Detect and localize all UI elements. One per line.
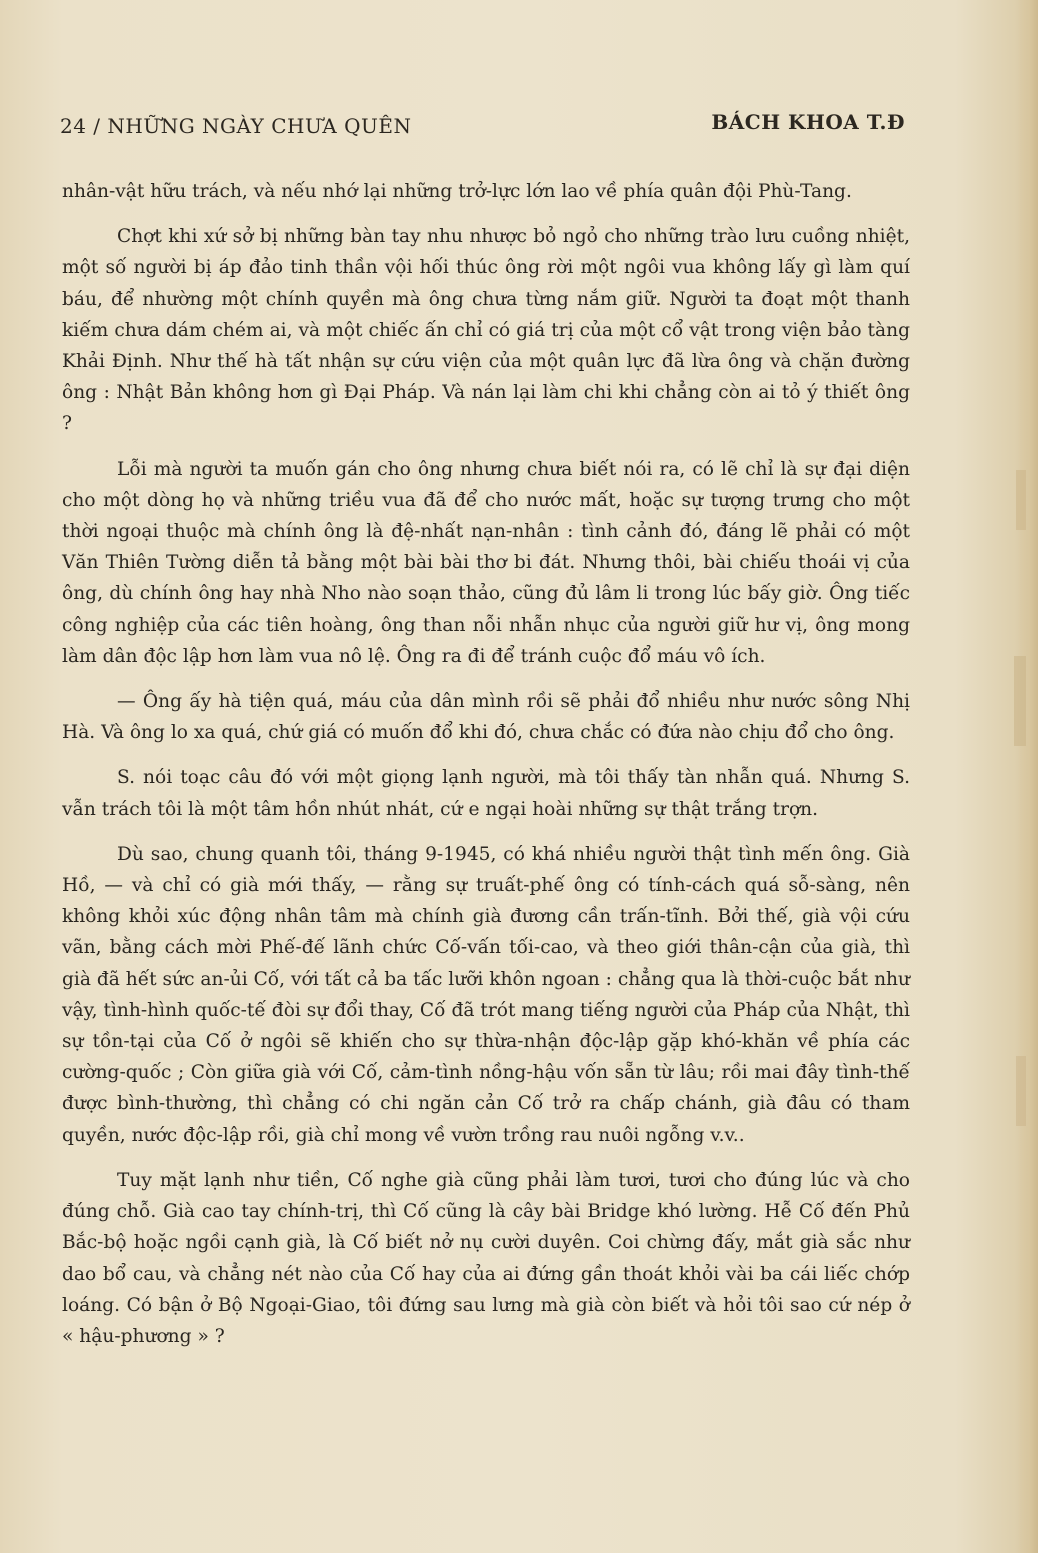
paragraph: — Ông ấy hà tiện quá, máu của dân mình rồi sẽ phải đổ nhiều như nước sông Nhị Hà. Và ông lo xa quá, chứ giá có muốn đổ khi đó, chưa chắc có đứa nào chịu đổ cho ông.: [62, 691, 910, 744]
paragraph: Dù sao, chung quanh tôi, tháng 9-1945, có khá nhiều người thật tình mến ông. Già Hồ, — và chỉ có già mới thấy, — rằng sự truất-phế ông có tính-cách quá sỗ-sàng, nên không khỏi xúc động nhân tâm mà chính già đương cần trấn-tĩnh. Bởi thế, già vội cứu vãn, bằng cách mời Phế-đế lãnh chức Cố-vấn tối-cao, và theo giới thân-cận của già, thì già đã hết sức an-ủi Cố, với tất cả ba tấc lưỡi khôn ngoan : chẳng qua là thời-cuộc bắt như vậy, tình-hình quốc-tế đòi sự đổi thay, Cố đã trót mang tiếng người của Pháp của Nhật, thì sự tồn-tại của Cố ở ngôi sẽ khiến cho sự thừa-nhận độc-lập gặp khó-khăn về phía các cường-quốc ; Còn giữa già với Cố, cảm-tình nồng-hậu vốn sẵn từ lâu; rồi mai đây tình-thế được bình-thường, thì chẳng có chi ngăn cản Cố trở ra chấp chánh, già đâu có tham quyền, nước độc-lập rồi, già chỉ mong về vườn trồng rau nuôi ngỗng v.v..: [62, 843, 910, 1146]
paper-stain: [1016, 470, 1026, 530]
paragraph: S. nói toạc câu đó với một giọng lạnh người, mà tôi thấy tàn nhẫn quá. Nhưng S. vẫn trách tôi là một tâm hồn nhút nhát, cứ e ngại hoài những sự thật trắng trợn.: [62, 767, 910, 820]
header-page-title: 24 / NHỮNG NGÀY CHƯA QUÊN: [60, 114, 412, 138]
paper-stain: [1016, 1056, 1026, 1126]
paper-stain: [1014, 656, 1026, 746]
paragraph: Tuy mặt lạnh như tiền, Cố nghe già cũng phải làm tươi, tươi cho đúng lúc và cho đúng chỗ. Già cao tay chính-trị, thì Cố cũng là cây bài Bridge khó lường. Hễ Cố đến Phủ Bắc-bộ hoặc ngồi cạnh già, là Cố biết nở nụ cười duyên. Coi chừng đấy, mắt già sắc như dao bổ cau, và chẳng nét nào của Cố hay của ai đứng gần thoát khỏi vài ba cái liếc chớp loáng. Có bận ở Bộ Ngoại-Giao, tôi đứng sau lưng mà già còn biết và hỏi tôi sao cứ nép ở « hậu-phương » ?: [62, 1169, 910, 1347]
header-publication: BÁCH KHOA T.Đ: [711, 110, 905, 134]
paragraph: nhân-vật hữu trách, và nếu nhớ lại những trở-lực lớn lao về phía quân đội Phù-Tang.: [62, 181, 852, 202]
running-header: [60, 110, 905, 144]
article-body: [62, 176, 910, 1366]
paragraph: Lỗi mà người ta muốn gán cho ông nhưng chưa biết nói ra, có lẽ chỉ là sự đại diện cho một dòng họ và những triều vua đã để cho nước mất, hoặc sự tượng trưng cho một thời ngoại thuộc mà chính ông là đệ-nhất nạn-nhân : tình cảnh đó, đáng lẽ phải có một Văn Thiên Tường diễn tả bằng một bài bài thơ bi đát. Nhưng thôi, bài chiếu thoái vị của ông, dù chính ông hay nhà Nho nào soạn thảo, cũng đủ lâm li trong lúc bấy giờ. Ông tiếc công nghiệp của các tiên hoàng, ông than nỗi nhẫn nhục của người giữ hư vị, ông mong làm dân độc lập hơn làm vua nô lệ. Ông ra đi để tránh cuộc đổ máu vô ích.: [62, 458, 910, 667]
paragraph: Chợt khi xứ sở bị những bàn tay nhu nhược bỏ ngỏ cho những trào lưu cuồng nhiệt, một số người bị áp đảo tinh thần vội hối thúc ông rời một ngôi vua không lấy gì làm quí báu, để nhường một chính quyền mà ông chưa từng nắm giữ. Người ta đoạt một thanh kiếm chưa dám chém ai, và một chiếc ấn chỉ có giá trị của một cổ vật trong viện bảo tàng Khải Định. Như thế hà tất nhận sự cứu viện của một quân lực đã lừa ông và chặn đường ông : Nhật Bản không hơn gì Đại Pháp. Và nán lại làm chi khi chẳng còn ai tỏ ý thiết ông ?: [62, 226, 910, 435]
page-edge: [1016, 0, 1038, 1553]
